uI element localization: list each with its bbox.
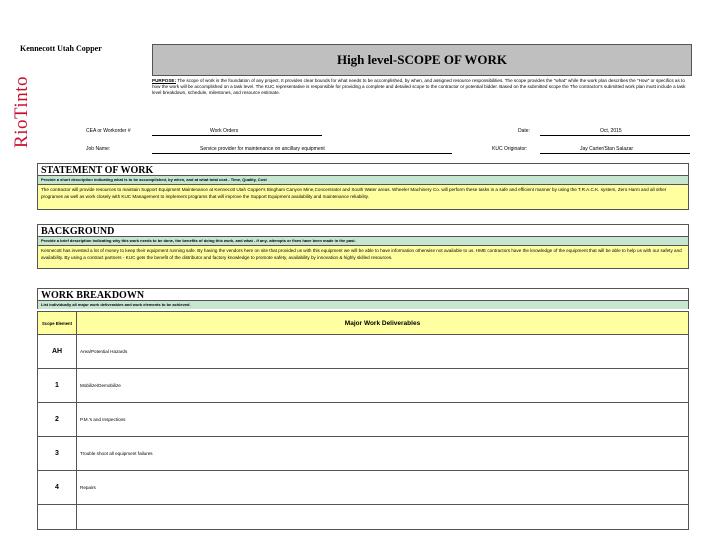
scope-element-cell xyxy=(38,505,77,529)
job-underline xyxy=(152,153,452,154)
scope-element-cell: AH xyxy=(38,335,77,368)
work-breakdown-section xyxy=(37,288,689,309)
table-row xyxy=(38,471,688,505)
deliverable-cell: Mobilize/Demobilize xyxy=(80,383,121,388)
company-name: Kennecott Utah Copper xyxy=(20,44,102,53)
rio-tinto-logo xyxy=(10,58,34,166)
work-breakdown-table xyxy=(37,311,689,530)
cea-value: Work Orders xyxy=(210,128,239,134)
work-breakdown-subheading: List individually all major work deliverables and work elements to be achieved. xyxy=(37,301,689,309)
date-value: Oct, 2015 xyxy=(600,128,622,134)
originator-underline xyxy=(540,153,690,154)
background-section xyxy=(37,224,689,269)
job-name-value: Service provider for maintenance on ancillary equipment xyxy=(200,146,325,152)
cea-label: CEA or Workorder # xyxy=(86,128,131,134)
scope-element-cell: 2 xyxy=(38,403,77,436)
originator-value: Jay Carter/Stan Salazar xyxy=(580,146,634,152)
date-underline xyxy=(540,135,690,136)
work-breakdown-heading: WORK BREAKDOWN xyxy=(37,288,689,301)
background-subheading: Provide a brief description indicating why this work needs to be done, the benefits of doing this work, and what - if any- attempts or fixes have been made in the past. xyxy=(37,237,689,245)
scope-element-cell: 3 xyxy=(38,437,77,470)
table-row xyxy=(38,335,688,369)
statement-of-work-section xyxy=(37,163,689,210)
statement-subheading: Provide a short description indicating what is to be accomplished, by when, and at what total cost - Time, Quality, Cost xyxy=(37,176,689,184)
logo-text: RioTinto xyxy=(11,76,33,148)
table-row xyxy=(38,403,688,437)
scope-element-cell: 1 xyxy=(38,369,77,402)
deliverable-cell: Area/Potential Hazards xyxy=(80,349,128,354)
deliverable-cell: P.M.'s and Inspections xyxy=(80,417,126,422)
background-heading: BACKGROUND xyxy=(37,224,689,237)
cea-underline xyxy=(152,135,322,136)
deliverable-cell xyxy=(77,505,688,529)
statement-heading: STATEMENT OF WORK xyxy=(37,163,689,176)
purpose-text: The scope of work is the foundation of any project. It provides clear bounds for what needs to be accomplished, by when, and assigned resource responsibilities. The scope provides the "what" while the work plan describes the "How" or specifics as to how the work will be accomplished on a task level. The KUC representative is responsible for providing a complete and detailed scope to the contractor or potential bidder. Based on the submitted scope the The contractor's submitted work plan must include a task level breakdown, schedule, milestones, and resource estimate. xyxy=(152,78,686,96)
deliverables-header: Major Work Deliverables xyxy=(77,312,688,334)
originator-label: KUC Originator: xyxy=(492,146,528,152)
statement-body: The contractor will provide resources to maintain Support Equipment Maintenance at Kennecott Utah Copper's Bingham Canyon Mine,Concentrator and South Water areas. Wheeler Machinery Co. will perform these tasks in a safe and efficient manner by using the T.R.A.C.K. system, Zero Harm and all other programes as well as work closely with KUC Management to implement programs that will improve the Support Equipment availability and maintenance reliability. xyxy=(37,184,689,210)
deliverable-cell: Trouble shoot all equipment failures xyxy=(80,451,153,456)
background-body: Kennecott has invested a lot of money to keep their equipment running safe. By having the vendors here on site that provided us with this equipment we will be able to have information otherwise not available to us. HME contractors have the knowledge of the equipment that will be able to help us with our safety and availability. By using a contract partners - KUC gets the benefit of the distributor and factory knowledge to promote safety, availability by innovation & highly skilled resources. xyxy=(37,245,689,269)
table-row xyxy=(38,505,688,529)
page-title: High level-SCOPE OF WORK xyxy=(152,44,692,76)
date-label: Date: xyxy=(518,128,530,134)
table-row xyxy=(38,437,688,471)
deliverable-cell: Repairs xyxy=(80,485,96,490)
purpose-paragraph xyxy=(152,78,690,97)
purpose-label: PURPOSE: xyxy=(152,78,176,83)
scope-element-cell: 4 xyxy=(38,471,77,504)
table-row xyxy=(38,369,688,403)
job-name-label: Job Name: xyxy=(86,146,111,152)
scope-element-header: Scope Element xyxy=(38,312,77,334)
table-header xyxy=(38,312,688,335)
